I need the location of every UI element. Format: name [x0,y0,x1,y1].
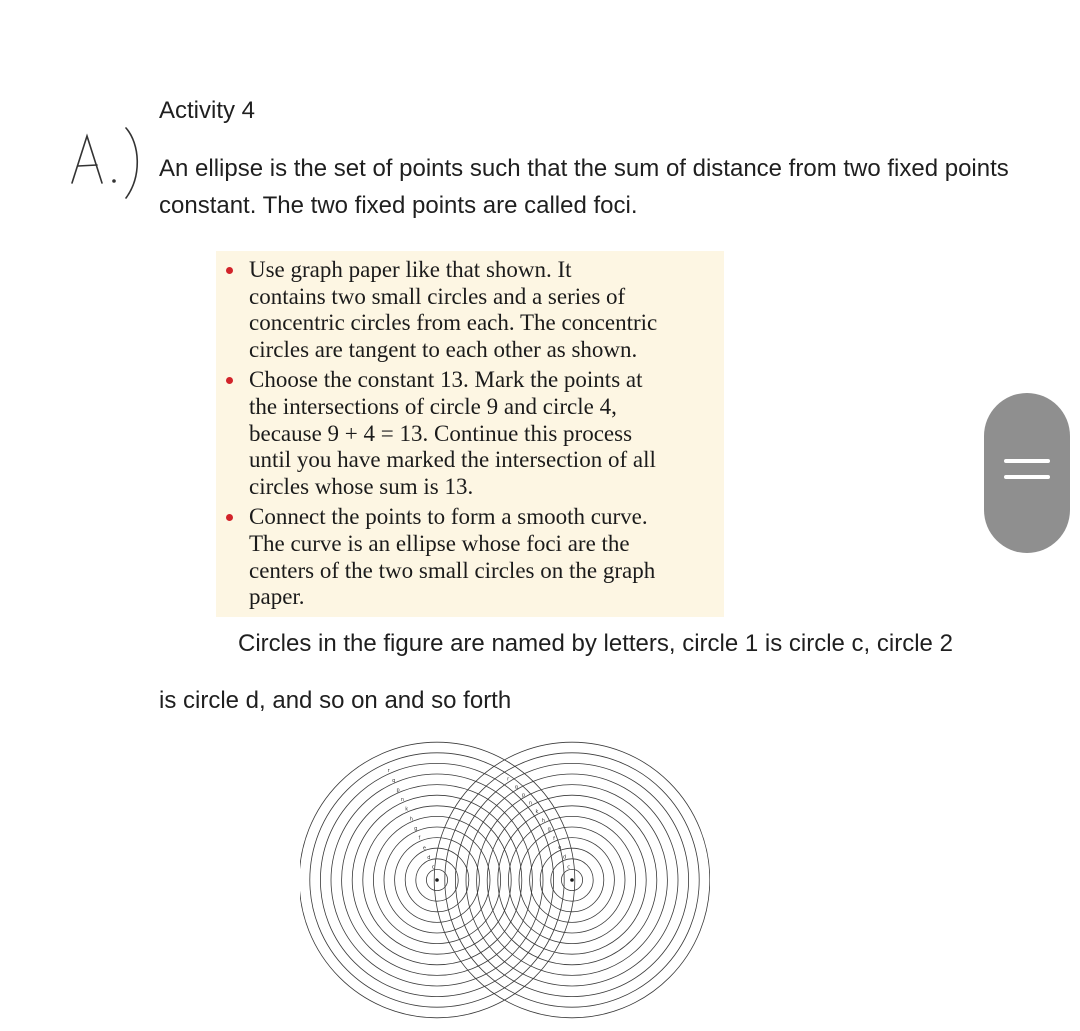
circle-label: e [422,845,426,852]
instruction-item [216,257,724,364]
instruction-line: The curve is an ellipse whose foci are the [249,531,630,557]
instruction-line: because 9 + 4 = 13. Continue this process [249,420,633,446]
circle-label: d [563,854,567,861]
instruction-line: the intersections of circle 9 and circle 4, [249,394,617,420]
instruction-line: paper. [249,584,305,610]
ellipse-definition [159,150,1080,224]
circle-label: p [396,787,400,794]
instruction-line: Connect the points to form a smooth curve. [249,504,648,530]
naming-note-line-2: is circle d, and so on and so forth [159,687,512,714]
circle-label: r [387,768,390,775]
instruction-item [216,367,724,501]
bullet-icon [226,514,233,521]
left-focus [435,878,439,882]
instruction-line: concentric circles from each. The concentric [249,310,658,336]
definition-line-2: constant. The two fixed points are called foci. [159,192,638,219]
circle-label: q [514,784,518,791]
circle-label: e [558,845,562,852]
instruction-line: until you have marked the intersection of all [249,447,656,473]
circle-label: r [507,776,510,783]
circle-label: c [431,864,435,871]
definition-line-1: An ellipse is the set of points such that the sum of distance from two fixed points [159,155,1009,182]
circle-label: h [409,816,413,823]
circle-label: c [567,864,571,871]
instruction-line: circles are tangent to each other as shown. [249,337,638,363]
circle-label: g [547,826,551,833]
circle-label: n [400,797,405,804]
handle-grip-bar [1004,459,1050,463]
handwritten-annotation [66,124,146,209]
instruction-line: circles whose sum is 13. [249,474,474,500]
instruction-line: centers of the two small circles on the graph [249,557,656,583]
instruction-line: contains two small circles and a series of [249,283,626,309]
concentric-circles-figure [300,738,710,1031]
circle-label: n [528,800,533,807]
circle-label: h [541,817,545,824]
handle-grip-bar [1004,475,1050,479]
activity-heading: Activity 4 [159,97,256,124]
circle-label: p [522,792,526,799]
naming-note-line-1: Circles in the figure are named by letters, circle 1 is circle c, circle 2 [238,630,953,657]
instructions-box [216,251,724,617]
instruction-item [216,504,724,611]
bullet-icon [226,267,233,274]
instruction-line: Choose the constant 13. Mark the points at [249,367,643,393]
side-panel-handle[interactable] [984,393,1070,553]
circle-label: k [405,806,409,813]
circle-label: g [414,826,418,832]
circle-label: f [418,835,421,842]
instruction-line: Use graph paper like that shown. It [249,257,572,282]
circle-label: q [392,777,396,784]
right-focus [570,878,574,882]
circle-label: d [427,854,431,861]
bullet-icon [226,377,233,384]
circle-label: f [553,835,555,842]
circle-label: k [535,809,539,816]
